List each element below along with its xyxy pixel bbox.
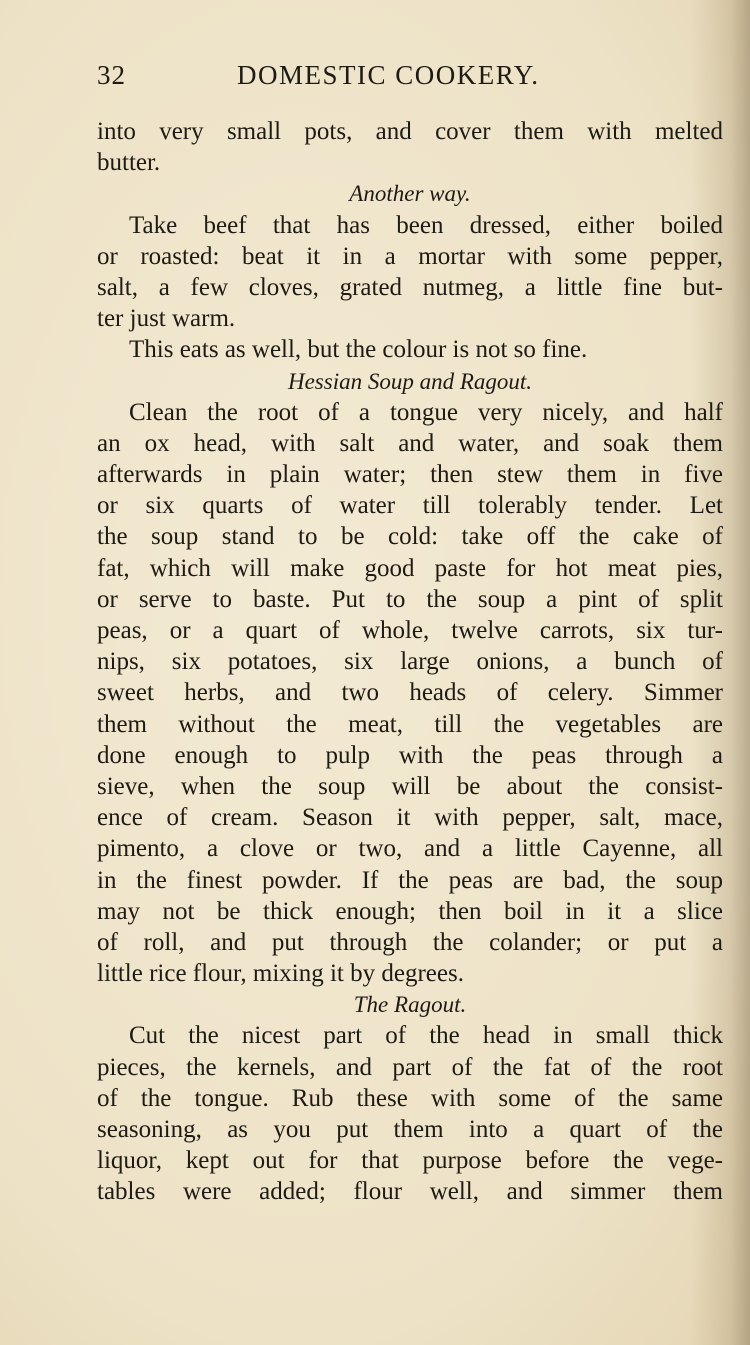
- text-line: Cut the nicest part of the head in small thick: [129, 1022, 723, 1050]
- text-line: ter just warm.: [97, 305, 236, 333]
- section-heading: Hessian Soup and Ragout.: [287, 368, 533, 394]
- text-line: nips, six potatoes, six large onions, a bunch of: [97, 648, 723, 676]
- text-line: afterwards in plain water; then stew them in five: [97, 461, 723, 489]
- text-line: an ox head, with salt and water, and soak them: [97, 429, 723, 457]
- text-line: Take beef that has been dressed, either boiled: [129, 211, 723, 239]
- text-line: the soup stand to be cold: take off the cake of: [97, 523, 723, 551]
- running-head: [97, 60, 723, 100]
- text-line: of roll, and put through the colander; or put a: [97, 928, 723, 956]
- text-line: butter.: [97, 149, 161, 177]
- section-heading: The Ragout.: [353, 992, 467, 1018]
- text-line: pimento, a clove or two, and a little Cayenne, all: [97, 835, 723, 863]
- page-number: 32: [97, 60, 126, 90]
- text-line: them without the meat, till the vegetables are: [97, 710, 723, 738]
- text-line: This eats as well, but the colour is not so fine.: [129, 336, 588, 364]
- text-line: or roasted: beat it in a mortar with some pepper,: [97, 242, 723, 270]
- text-line: Clean the root of a tongue very nicely, and half: [129, 398, 723, 426]
- text-line: in the finest powder. If the peas are bad, the soup: [97, 866, 723, 894]
- section-heading: Another way.: [349, 181, 471, 207]
- text-line: sweet herbs, and two heads of celery. Simmer: [97, 679, 723, 707]
- text-line: liquor, kept out for that purpose before the vege-: [97, 1147, 723, 1175]
- text-line: tables were added; flour well, and simmer them: [97, 1178, 723, 1206]
- text-line: done enough to pulp with the peas through a: [97, 741, 723, 769]
- text-line: little rice flour, mixing it by degrees.: [97, 960, 464, 988]
- text-line: of the tongue. Rub these with some of the same: [97, 1084, 723, 1112]
- text-line: pieces, the kernels, and part of the fat of the root: [97, 1053, 723, 1081]
- text-line: salt, a few cloves, grated nutmeg, a little fine but-: [97, 273, 723, 301]
- text-line: seasoning, as you put them into a quart of the: [97, 1116, 723, 1143]
- text-line: sieve, when the soup will be about the consist-: [97, 772, 723, 800]
- body-text: [97, 116, 723, 1208]
- text-line: peas, or a quart of whole, twelve carrots, six tur-: [97, 617, 723, 644]
- running-title: DOMESTIC COOKERY.: [237, 60, 540, 90]
- text-line: or six quarts of water till tolerably tender. Let: [97, 492, 723, 520]
- text-line: or serve to baste. Put to the soup a pint of split: [97, 585, 723, 613]
- text-line: fat, which will make good paste for hot meat pies,: [97, 554, 723, 582]
- text-line: may not be thick enough; then boil in it a slice: [97, 897, 723, 925]
- text-line: into very small pots, and cover them with melted: [97, 118, 723, 145]
- text-line: ence of cream. Season it with pepper, salt, mace,: [97, 804, 723, 832]
